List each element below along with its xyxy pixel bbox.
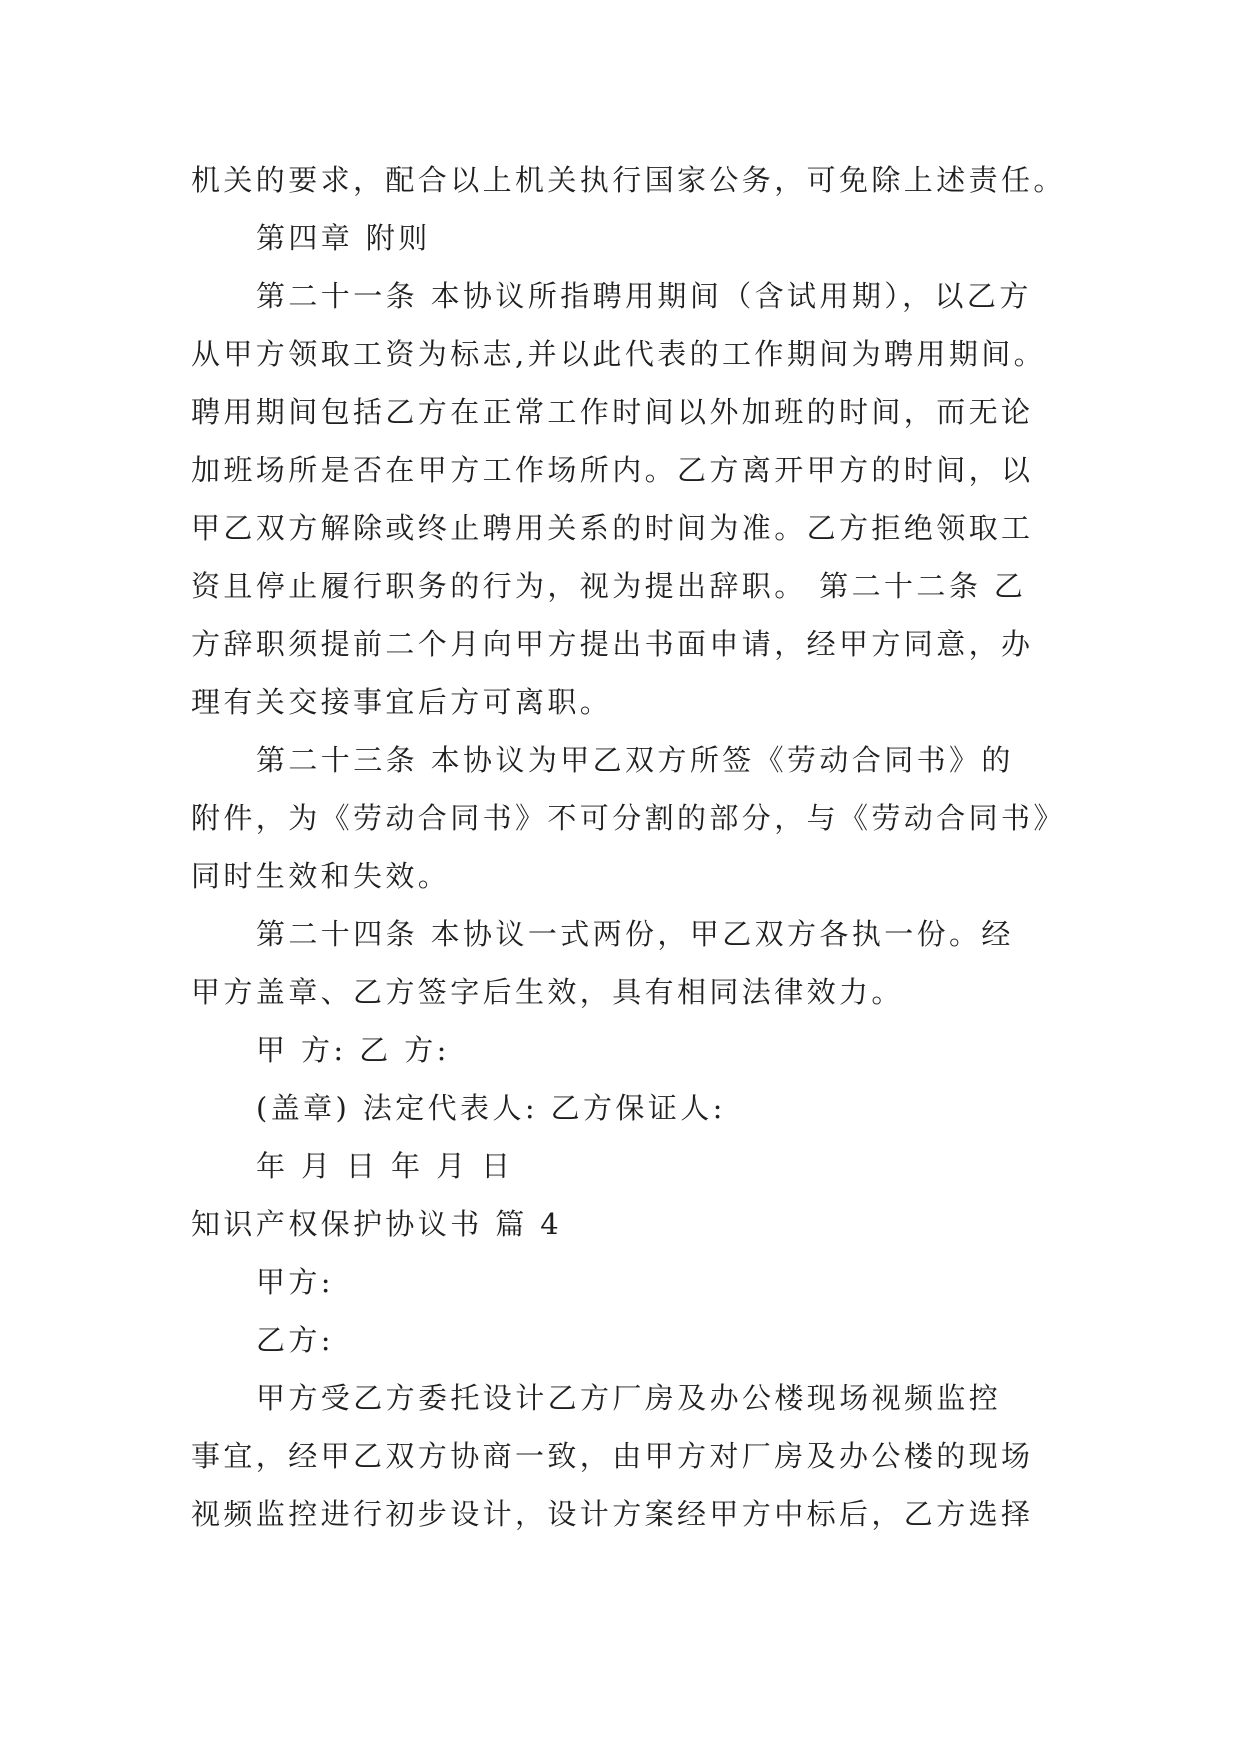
body-line-1: 机关的要求，配合以上机关执行国家公务，可免除上述责任。 (191, 163, 1066, 197)
signature-parties-line: 甲 方: 乙 方: (256, 1033, 450, 1067)
article-24-line-1: 第二十四条 本协议一式两份，甲乙双方各执一份。经 (256, 917, 1014, 951)
article-21-line-3: 聘用期间包括乙方在正常工作时间以外加班的时间，而无论 (191, 395, 1034, 429)
article-21-line-1: 第二十一条 本协议所指聘用期间（含试用期），以乙方 (256, 279, 1032, 313)
article-23-line-3: 同时生效和失效。 (191, 859, 451, 893)
document-body (191, 151, 1066, 1543)
article-24-line-2: 甲方盖章、乙方签字后生效，具有相同法律效力。 (191, 975, 904, 1009)
contract-intro-line-3: 视频监控进行初步设计，设计方案经甲方中标后，乙方选择 (191, 1497, 1034, 1531)
contract-intro-line-2: 事宜，经甲乙双方协商一致，由甲方对厂房及办公楼的现场 (191, 1439, 1034, 1473)
party-b-line: 乙方: (256, 1323, 334, 1357)
section-title: 知识产权保护协议书 篇 4 (191, 1207, 563, 1241)
article-21-line-4: 加班场所是否在甲方工作场所内。乙方离开甲方的时间，以 (191, 453, 1034, 487)
article-21-line-5: 甲乙双方解除或终止聘用关系的时间为准。乙方拒绝领取工 (191, 511, 1034, 545)
contract-intro-line-1: 甲方受乙方委托设计乙方厂房及办公楼现场视频监控 (256, 1381, 1002, 1415)
signature-seal-line: (盖章) 法定代表人: 乙方保证人: (256, 1091, 726, 1125)
article-21-line-6: 资且停止履行职务的行为，视为提出辞职。 第二十二条 乙 (191, 569, 1027, 603)
chapter-heading: 第四章 附则 (256, 221, 431, 255)
signature-date-line: 年 月 日 年 月 日 (256, 1149, 514, 1183)
article-22-line-1: 方辞职须提前二个月向甲方提出书面申请，经甲方同意，办 (191, 627, 1034, 661)
party-a-line: 甲方: (256, 1265, 334, 1299)
article-23-line-1: 第二十三条 本协议为甲乙双方所签《劳动合同书》的 (256, 743, 1014, 777)
article-22-line-2: 理有关交接事宜后方可离职。 (191, 685, 613, 719)
article-21-line-2: 从甲方领取工资为标志,并以此代表的工作期间为聘用期间。 (191, 337, 1047, 371)
article-23-line-2: 附件，为《劳动合同书》不可分割的部分，与《劳动合同书》 (191, 801, 1066, 835)
